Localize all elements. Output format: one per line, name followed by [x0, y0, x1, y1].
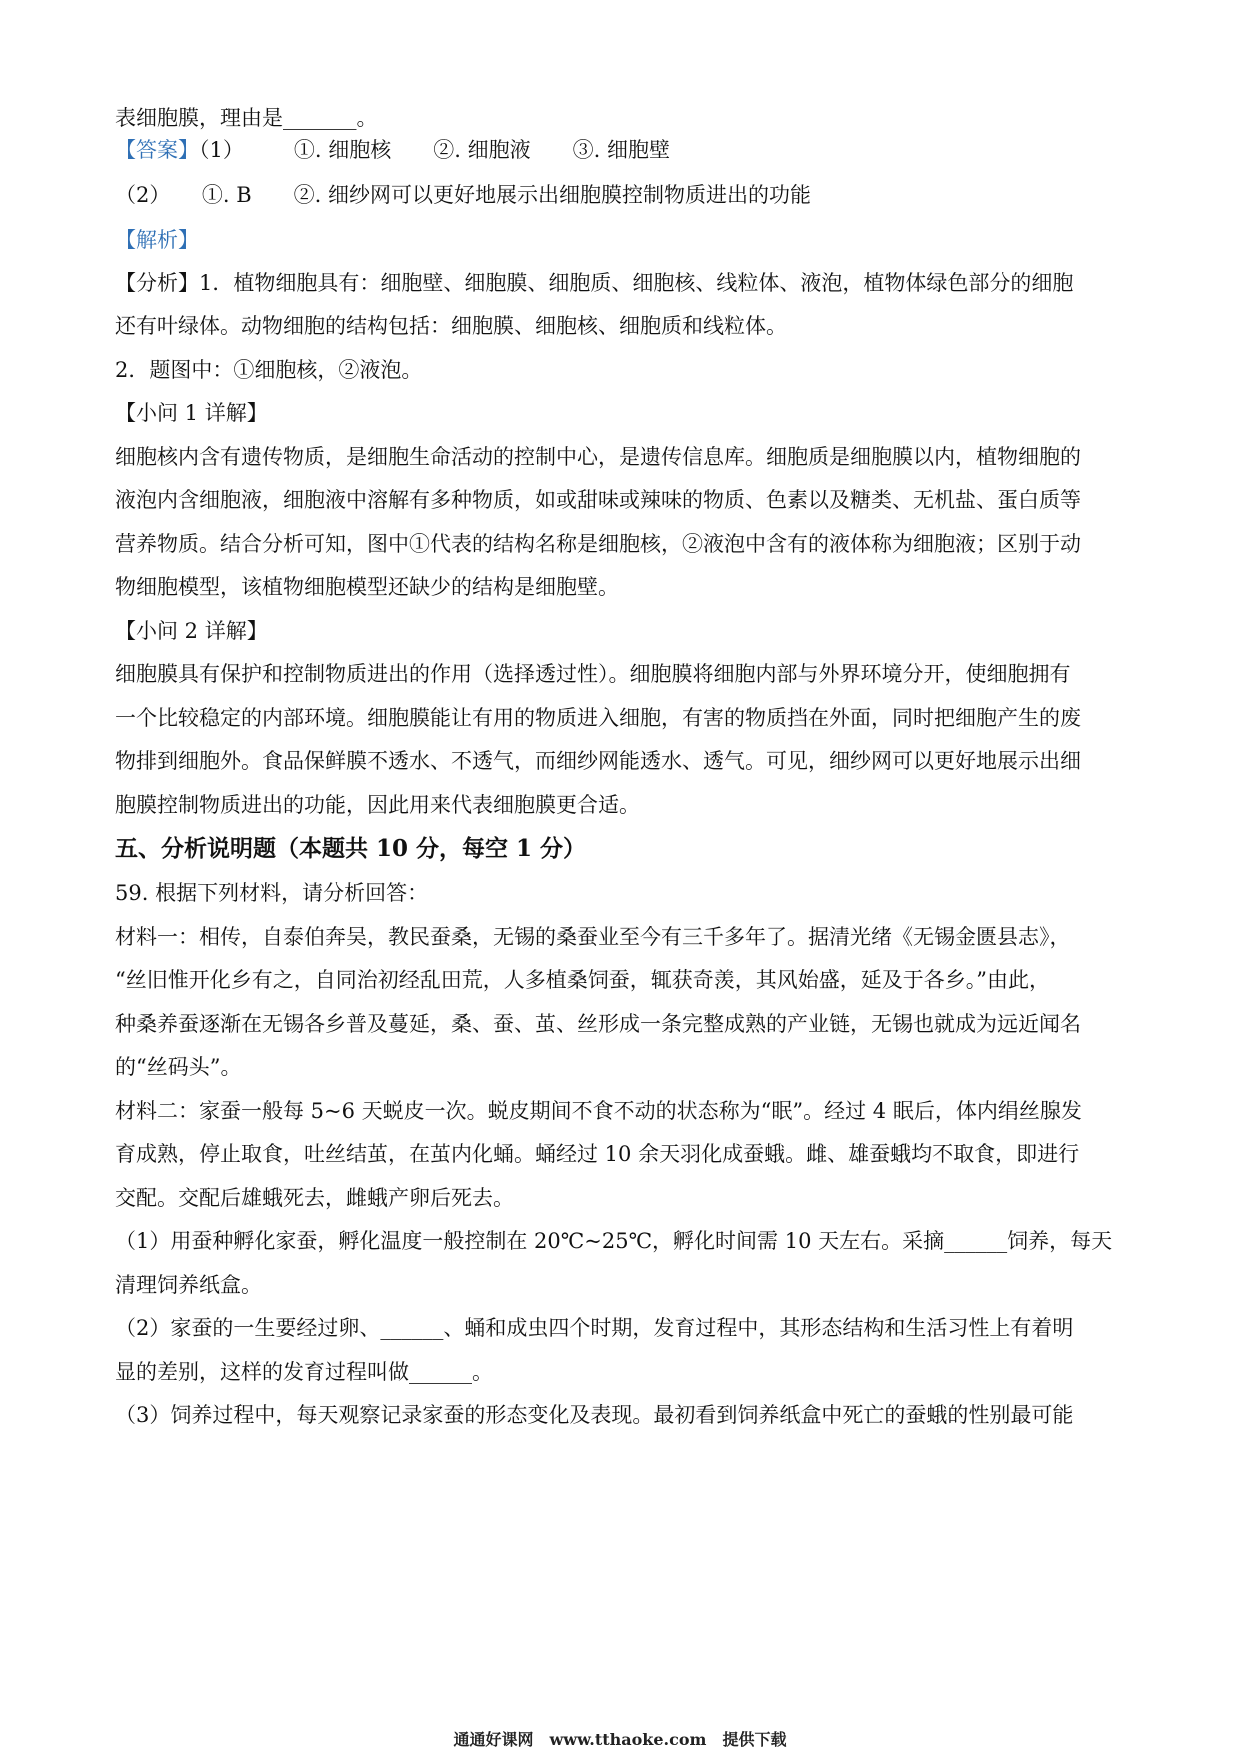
- text-line: 物细胞模型，该植物细胞模型还缺少的结构是细胞壁。: [115, 575, 619, 599]
- text-line: 种桑养蚕逐渐在无锡各乡普及蔓延，桑、蚕、茧、丝形成一条完整成熟的产业链，无锡也就成为远近闻名: [115, 1012, 1081, 1036]
- text-line: “丝旧惟开化乡有之，自同治初经乱田荒，人多植桑饲蚕，辄获奇羡，其风始盛，延及于各乡。”由此，: [115, 968, 1050, 992]
- text-line: 显的差别，这样的发育过程叫做______。: [115, 1360, 493, 1384]
- answer-2: ②. 细胞液: [433, 138, 531, 162]
- section-heading: 五、分析说明题（本题共 10 分，每空 1 分）: [115, 835, 587, 862]
- text-line: 一个比较稳定的内部环境。细胞膜能让有用的物质进入细胞，有害的物质挡在外面，同时把细胞产生的废: [115, 706, 1081, 730]
- page-footer: 通通好课网 www.tthaoke.com 提供下载: [453, 1730, 787, 1749]
- question-part-3: （3）饲养过程中，每天观察记录家蚕的形态变化及表现。最初看到饲养纸盒中死亡的蚕蛾的性别最可能: [115, 1403, 1074, 1427]
- subquestion-heading: 【小问 2 详解】: [115, 619, 268, 643]
- text-line: 物排到细胞外。食品保鲜膜不透水、不透气，而细纱网能透水、透气。可见，细纱网可以更好地展示出细: [115, 749, 1081, 773]
- text-line: 的“丝码头”。: [115, 1055, 242, 1079]
- analysis-label: 【解析】: [115, 228, 199, 252]
- answer-label: 【答案】: [115, 138, 199, 162]
- text-line: 材料二：家蚕一般每 5~6 天蜕皮一次。蜕皮期间不食不动的状态称为“眠”。经过 4 眠后，体内绢丝腺发: [115, 1099, 1082, 1123]
- text-line: 液泡内含细胞液，细胞液中溶解有多种物质，如或甜味或辣味的物质、色素以及糖类、无机盐、蛋白质等: [115, 488, 1081, 512]
- text-line: 细胞膜具有保护和控制物质进出的作用（选择透过性）。细胞膜将细胞内部与外界环境分开，使细胞拥有: [115, 662, 1071, 686]
- text-line: 交配。交配后雄蛾死去，雌蛾产卵后死去。: [115, 1186, 514, 1210]
- text-line: 营养物质。结合分析可知，图中①代表的结构名称是细胞核，②液泡中含有的液体称为细胞液；区别于动: [115, 532, 1081, 556]
- text-line: 胞膜控制物质进出的功能，因此用来代表细胞膜更合适。: [115, 793, 640, 817]
- text-line: 育成熟，停止取食，吐丝结茧，在茧内化蛹。蛹经过 10 余天羽化成蚕蛾。雌、雄蚕蛾均不取食，即进行: [115, 1142, 1080, 1166]
- question-stem: 59. 根据下列材料，请分析回答：: [115, 881, 429, 905]
- text-line: 还有叶绿体。动物细胞的结构包括：细胞膜、细胞核、细胞质和线粒体。: [115, 314, 787, 338]
- answer-line-2: （2） ①. B ②. 细纱网可以更好地展示出细胞膜控制物质进出的功能: [115, 183, 811, 207]
- text-line: 2．题图中：①细胞核，②液泡。: [115, 358, 423, 382]
- text-line: 清理饲养纸盒。: [115, 1273, 262, 1297]
- question-part-1: （1）用蚕种孵化家蚕，孵化温度一般控制在 20℃~25℃，孵化时间需 10 天左右。采摘______饲养，每天: [115, 1229, 1113, 1253]
- text-line: 【分析】1．植物细胞具有：细胞壁、细胞膜、细胞质、细胞核、线粒体、液泡，植物体绿色部分的细胞: [115, 271, 1074, 295]
- subquestion-heading: 【小问 1 详解】: [115, 401, 268, 425]
- text-line: 表细胞膜，理由是_______。: [115, 106, 378, 130]
- text-line: 材料一：相传，自泰伯奔吴，教民蚕桑，无锡的桑蚕业至今有三千多年了。据清光绪《无锡金匮县志》，: [115, 925, 1071, 949]
- answer-1: ①. 细胞核: [293, 138, 392, 162]
- text-line: 细胞核内含有遗传物质，是细胞生命活动的控制中心，是遗传信息库。细胞质是细胞膜以内，植物细胞的: [115, 445, 1081, 469]
- answer-line: [115, 135, 670, 165]
- question-part-2: （2）家蚕的一生要经过卵、______、蛹和成虫四个时期，发育过程中，其形态结构和生活习性上有着明: [115, 1316, 1074, 1340]
- answer-part-label: （1）: [199, 138, 244, 162]
- answer-3: ③. 细胞壁: [572, 138, 670, 162]
